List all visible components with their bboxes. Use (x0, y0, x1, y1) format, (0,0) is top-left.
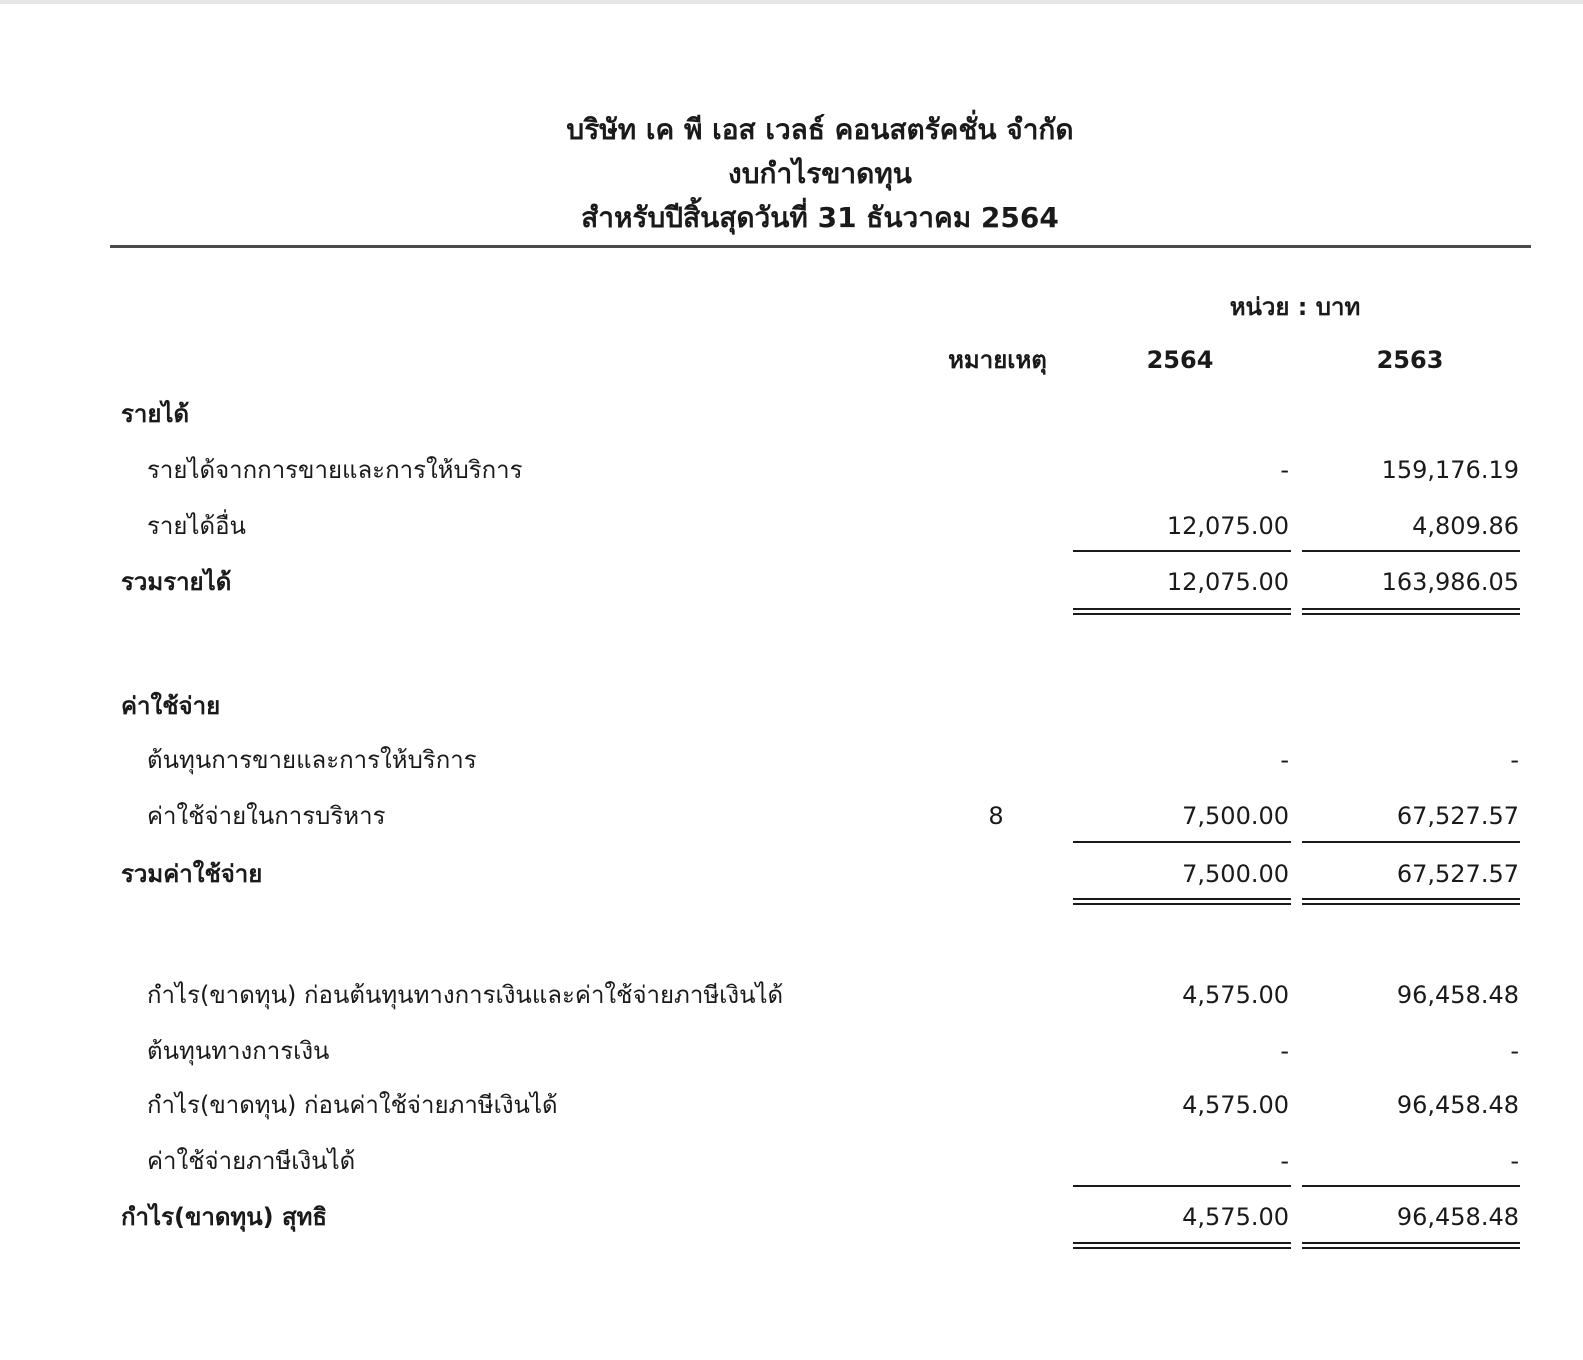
header-rule (110, 245, 1531, 248)
row-label: ต้นทุนการขายและการให้บริการ (147, 746, 477, 774)
expenses-heading-row (0, 688, 1583, 724)
row-note: 8 (988, 802, 1004, 830)
total-double-rule (1302, 903, 1520, 905)
total-double-rule (1073, 608, 1291, 610)
company-name: บริษัท เค พี เอส เวลธ์ คอนสตรัคชั่น จำกัด (566, 113, 1074, 146)
row-label: รวมรายได้ (121, 568, 232, 596)
section-heading: รายได้ (121, 400, 190, 428)
subtotal-rule (1302, 550, 1520, 552)
row-label: ต้นทุนทางการเงิน (147, 1037, 330, 1065)
value-2563: 67,527.57 (1396, 860, 1519, 888)
row-label: รายได้จากการขายและการให้บริการ (147, 456, 523, 484)
year-2563-header: 2563 (1376, 346, 1444, 374)
row-label: รายได้อื่น (147, 512, 246, 540)
row-label: ค่าใช้จ่ายภาษีเงินได้ (147, 1147, 356, 1175)
value-2563: 67,527.57 (1396, 802, 1519, 830)
total-row (0, 564, 1583, 600)
table-row (0, 1033, 1583, 1069)
section-heading: ค่าใช้จ่าย (121, 692, 221, 720)
subtotal-rule (1302, 1185, 1520, 1187)
value-2564: - (1280, 1147, 1289, 1175)
row-label: กำไร(ขาดทุน) ก่อนค่าใช้จ่ายภาษีเงินได้ (147, 1091, 558, 1119)
table-row (0, 508, 1583, 544)
value-2564: 4,575.00 (1182, 1203, 1289, 1231)
table-row (0, 977, 1583, 1013)
subtotal-rule (1073, 841, 1291, 843)
table-row (0, 798, 1583, 834)
total-double-rule (1073, 613, 1291, 615)
value-2563: 163,986.05 (1381, 568, 1519, 596)
table-row (0, 1143, 1583, 1179)
value-2564: 4,575.00 (1182, 1091, 1289, 1119)
value-2564: 4,575.00 (1182, 981, 1289, 1009)
total-double-rule (1302, 608, 1520, 610)
value-2564: 12,075.00 (1166, 568, 1289, 596)
value-2564: - (1280, 746, 1289, 774)
total-double-rule (1302, 613, 1520, 615)
statement-title: งบกำไรขาดทุน (728, 157, 912, 190)
total-row (0, 856, 1583, 892)
period-title: สำหรับปีสิ้นสุดวันที่ 31 ธันวาคม 2564 (581, 201, 1059, 234)
value-2563: - (1510, 1147, 1519, 1175)
revenue-heading-row (0, 396, 1583, 432)
viewer-top-edge (0, 0, 1583, 4)
total-double-rule (1302, 898, 1520, 900)
total-double-rule (1073, 898, 1291, 900)
total-double-rule (1073, 1242, 1291, 1244)
unit-label: หน่วย : บาท (1229, 293, 1361, 321)
total-double-rule (1073, 1247, 1291, 1249)
value-2564: 12,075.00 (1166, 512, 1289, 540)
value-2564: - (1280, 1037, 1289, 1065)
value-2564: 7,500.00 (1182, 802, 1289, 830)
subtotal-rule (1073, 550, 1291, 552)
subtotal-rule (1302, 841, 1520, 843)
value-2564: - (1280, 456, 1289, 484)
total-double-rule (1302, 1247, 1520, 1249)
value-2563: 96,458.48 (1396, 1203, 1519, 1231)
row-label: รวมค่าใช้จ่าย (121, 860, 263, 888)
value-2563: - (1510, 1037, 1519, 1065)
net-profit-row (0, 1199, 1583, 1235)
table-row (0, 1087, 1583, 1123)
row-label: กำไร(ขาดทุน) ก่อนต้นทุนทางการเงินและค่าใช้จ่ายภาษีเงินได้ (147, 981, 784, 1009)
row-label: กำไร(ขาดทุน) สุทธิ (121, 1203, 328, 1231)
value-2563: 159,176.19 (1381, 456, 1519, 484)
table-row (0, 452, 1583, 488)
year-2564-header: 2564 (1146, 346, 1214, 374)
note-column-header: หมายเหตุ (948, 346, 1047, 374)
total-double-rule (1073, 903, 1291, 905)
value-2563: - (1510, 746, 1519, 774)
value-2563: 96,458.48 (1396, 981, 1519, 1009)
total-double-rule (1302, 1242, 1520, 1244)
table-row (0, 742, 1583, 778)
subtotal-rule (1073, 1185, 1291, 1187)
row-label: ค่าใช้จ่ายในการบริหาร (147, 802, 386, 830)
value-2564: 7,500.00 (1182, 860, 1289, 888)
value-2563: 4,809.86 (1412, 512, 1519, 540)
value-2563: 96,458.48 (1396, 1091, 1519, 1119)
